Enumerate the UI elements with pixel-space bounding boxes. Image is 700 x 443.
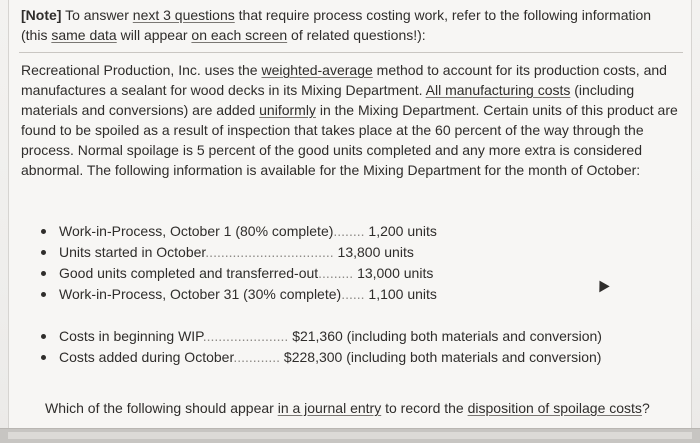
costs-list [39, 326, 602, 368]
bullet-icon [41, 271, 46, 276]
note-underlined: next 3 questions [132, 7, 235, 23]
item-value: 1,200 units [368, 223, 437, 239]
dot-leader: ......... [318, 265, 354, 281]
item-value: $228,300 (including both materials and conversion) [283, 349, 602, 365]
bullet-icon [41, 250, 46, 255]
list-item [39, 263, 437, 284]
question-text [45, 398, 650, 418]
dot-leader: ........ [333, 223, 365, 239]
item-label: Costs added during October [59, 349, 234, 365]
note-segment: that require process costing work, refer to the following information (this [21, 7, 652, 43]
item-value: 1,100 units [368, 286, 437, 302]
question-segment: to record the [381, 400, 468, 416]
item-label: Units started in October [59, 244, 206, 260]
item-label: Good units completed and transferred-out [59, 265, 319, 281]
list-item [39, 242, 437, 263]
list-item [39, 347, 602, 368]
paragraph-segment: Recreational Production, Inc. uses the [21, 62, 262, 78]
item-label: Work-in-Process, October 31 (30% complete) [59, 286, 342, 302]
item-label: Costs in beginning WIP [59, 328, 203, 344]
note-segment: will appear [116, 27, 192, 43]
section-divider [19, 52, 683, 53]
bullet-icon [41, 292, 46, 297]
paragraph-segment: (including materials and conversions) are added [21, 82, 635, 118]
question-segment: Which of the following should appear [45, 400, 278, 416]
item-label: Work-in-Process, October 1 (80% complete) [59, 223, 334, 239]
note-segment: To answer [61, 7, 133, 23]
problem-paragraph [21, 60, 687, 180]
dot-leader: ...................... [202, 328, 289, 344]
note-underlined: on each screen [191, 27, 288, 43]
note-segment: of related questions!): [287, 27, 426, 43]
bullet-icon [41, 229, 46, 234]
list-item [39, 326, 602, 347]
note-tag: [Note] [21, 7, 62, 23]
question-segment: ? [641, 400, 650, 416]
question-underlined: disposition of spoilage costs [467, 400, 642, 416]
question-underlined: in a journal entry [277, 400, 382, 416]
question-card [8, 0, 692, 428]
paragraph-underlined: uniformly [259, 102, 316, 118]
item-value: 13,000 units [357, 265, 434, 281]
item-value: $21,360 (including both materials and conversion) [292, 328, 602, 344]
paragraph-underlined: weighted-average [261, 62, 373, 78]
note-text [21, 5, 681, 45]
bullet-icon [41, 334, 46, 339]
units-list [39, 221, 437, 305]
dot-leader: ................................. [205, 244, 334, 260]
horizontal-scrollbar[interactable] [0, 428, 700, 443]
scrollbar-thumb[interactable] [8, 432, 692, 439]
dot-leader: ...... [341, 286, 365, 302]
paragraph-segment: method to account for its production costs, and manufactures a sealant for wood decks in its Mixing Department. [21, 62, 667, 98]
paragraph-segment: in the Mixing Department. Certain units of this product are found to be spoiled as a result of inspection that takes place at the 60 percent of the way through the process. Normal spoilage is 5 percent of the good units completed and any more extra is considered abnormal. The following information is available for the Mixing Department for the month of October: [21, 102, 678, 178]
list-item [39, 284, 437, 305]
paragraph-underlined: All manufacturing costs [425, 82, 571, 98]
note-underlined: same data [51, 27, 117, 43]
list-item [39, 221, 437, 242]
item-value: 13,800 units [337, 244, 414, 260]
dot-leader: ............ [233, 349, 281, 365]
bullet-icon [41, 355, 46, 360]
